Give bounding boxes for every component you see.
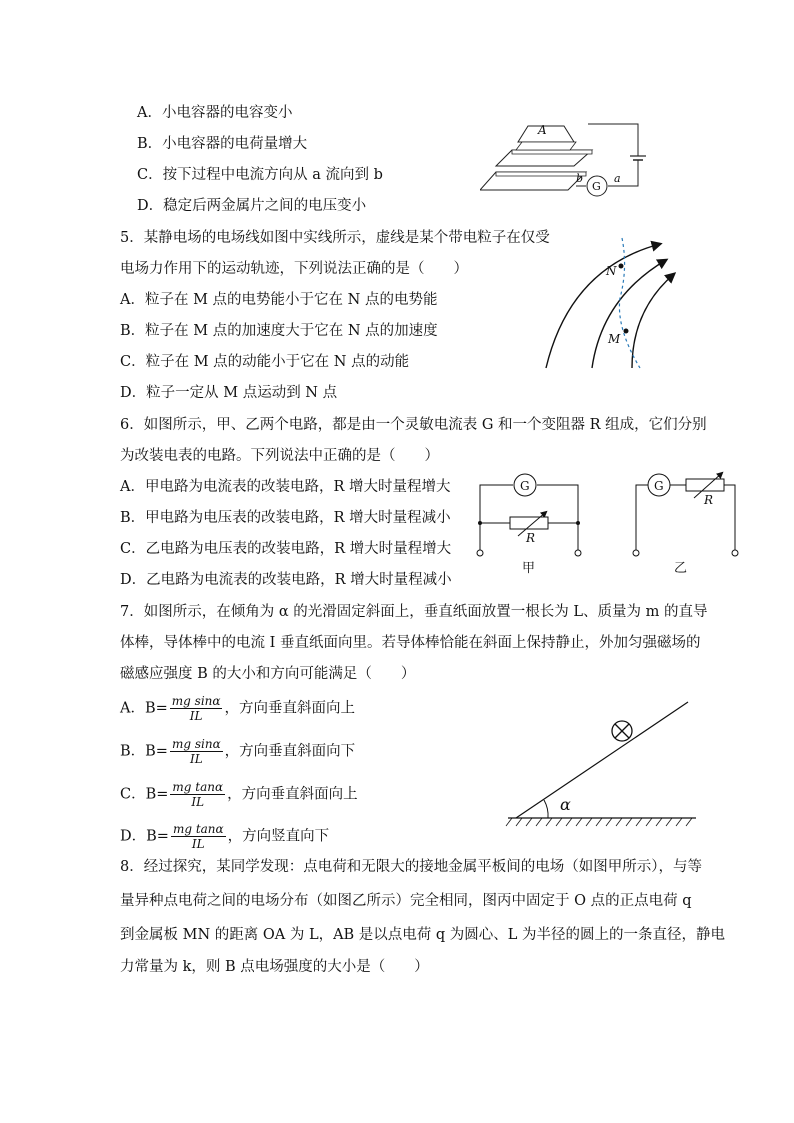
- fraction-numerator: mg sinα: [171, 737, 221, 751]
- q6-circuits-figure: [470, 470, 750, 580]
- q4-option-d: D．稳定后两金属片之间的电压变小: [137, 198, 367, 214]
- jia-caption: 甲: [522, 561, 536, 576]
- q5-option-d: D．粒子一定从 M 点运动到 N 点: [120, 385, 338, 401]
- q7-option-a: [120, 694, 355, 723]
- galvanometer-label: G: [592, 180, 601, 193]
- q4-capacitor-figure: [480, 110, 660, 200]
- q7-incline-figure: [500, 690, 700, 830]
- q7-option-d: [120, 822, 329, 851]
- terminal-label-b: b: [576, 172, 584, 185]
- jia-galvanometer-label: G: [520, 479, 530, 493]
- q8-stem-line2: 量异种点电荷之间的电场分布（如图乙所示）完全相同，图丙中固定于 O 点的正点电荷 q: [120, 893, 692, 909]
- point-n-label: N: [606, 264, 617, 278]
- q6-stem-line1: 6．如图所示，甲、乙两个电路，都是由一个灵敏电流表 G 和一个变阻器 R 组成，它们分别: [120, 417, 707, 433]
- terminal-label-a: a: [614, 172, 621, 185]
- q7-stem-line1: 7．如图所示，在倾角为 α 的光滑固定斜面上，垂直纸面放置一根长为 L、质量为 m 的直导: [120, 604, 708, 620]
- q7-stem-line2: 体棒，导体棒中的电流 I 垂直纸面向里。若导体棒恰能在斜面上保持静止，外加匀强磁场的: [120, 635, 701, 651]
- q8-stem-line1: 8．经过探究，某同学发现：点电荷和无限大的接地金属平板间的电场（如图甲所示），与等: [120, 859, 702, 875]
- q5-stem-line1: 5．某静电场的电场线如图中实线所示，虚线是某个带电粒子在仅受: [120, 230, 550, 246]
- q7-option-d-fraction: [171, 822, 226, 851]
- point-m-label: M: [608, 332, 621, 346]
- angle-alpha-label: α: [560, 795, 571, 814]
- q7-option-c-direction: ，方向垂直斜面向上: [227, 786, 358, 803]
- jia-rheostat-label: R: [526, 531, 536, 545]
- q7-option-b-label: B．B=: [120, 743, 168, 760]
- q7-option-d-direction: ，方向竖直向下: [227, 828, 330, 845]
- fraction-numerator: mg tanα: [172, 780, 224, 794]
- q7-option-b-fraction: [170, 737, 223, 766]
- q7-option-b: [120, 737, 355, 766]
- q7-option-d-label: D．B=: [120, 828, 169, 845]
- fraction-numerator: mg tanα: [172, 822, 224, 836]
- q7-option-c-label: C．B=: [120, 786, 169, 803]
- q4-option-b: B．小电容器的电荷量增大: [137, 136, 308, 152]
- q7-option-b-direction: ，方向垂直斜面向下: [224, 743, 356, 760]
- fraction-denominator: IL: [191, 837, 205, 851]
- q6-option-a: A．甲电路为电流表的改装电路，R 增大时量程增大: [120, 479, 451, 495]
- q8-stem-line4: 力常量为 k，则 B 点电场强度的大小是（ ）: [120, 959, 429, 975]
- yi-rheostat-label: R: [704, 493, 714, 507]
- yi-galvanometer-label: G: [654, 479, 664, 493]
- q7-option-a-fraction: [170, 694, 223, 723]
- q5-option-c: C．粒子在 M 点的动能小于它在 N 点的动能: [120, 354, 410, 370]
- fraction-denominator: IL: [191, 795, 205, 809]
- q6-option-d: D．乙电路为电流表的改装电路，R 增大时量程减小: [120, 572, 452, 588]
- q6-option-b: B．甲电路为电压表的改装电路，R 增大时量程减小: [120, 510, 451, 526]
- q4-option-c: C．按下过程中电流方向从 a 流向到 b: [137, 167, 383, 183]
- q7-option-c: [120, 780, 358, 809]
- q7-option-a-label: A．B=: [120, 700, 168, 717]
- fraction-denominator: IL: [189, 709, 203, 723]
- q7-stem-line3: 磁感应强度 B 的大小和方向可能满足（ ）: [120, 666, 416, 682]
- fraction-numerator: mg sinα: [171, 694, 221, 708]
- q7-option-a-direction: ，方向垂直斜面向上: [224, 700, 355, 717]
- q5-option-a: A．粒子在 M 点的电势能小于它在 N 点的电势能: [120, 292, 438, 308]
- q5-field-lines-figure: [540, 228, 680, 373]
- key-label-a: A: [538, 123, 547, 137]
- q5-stem-line2: 电场力作用下的运动轨迹，下列说法正确的是（ ）: [120, 261, 468, 277]
- q5-option-b: B．粒子在 M 点的加速度大于它在 N 点的加速度: [120, 323, 438, 339]
- q7-option-c-fraction: [170, 780, 225, 809]
- yi-caption: 乙: [674, 561, 688, 576]
- q4-option-a: A．小电容器的电容变小: [137, 105, 293, 121]
- fraction-denominator: IL: [189, 752, 203, 766]
- q6-option-c: C．乙电路为电压表的改装电路，R 增大时量程增大: [120, 541, 452, 557]
- q8-stem-line3: 到金属板 MN 的距离 OA 为 L，AB 是以点电荷 q 为圆心、L 为半径的圆上的一条直径，静电: [120, 927, 726, 943]
- q6-stem-line2: 为改装电表的电路。下列说法中正确的是（ ）: [120, 448, 439, 464]
